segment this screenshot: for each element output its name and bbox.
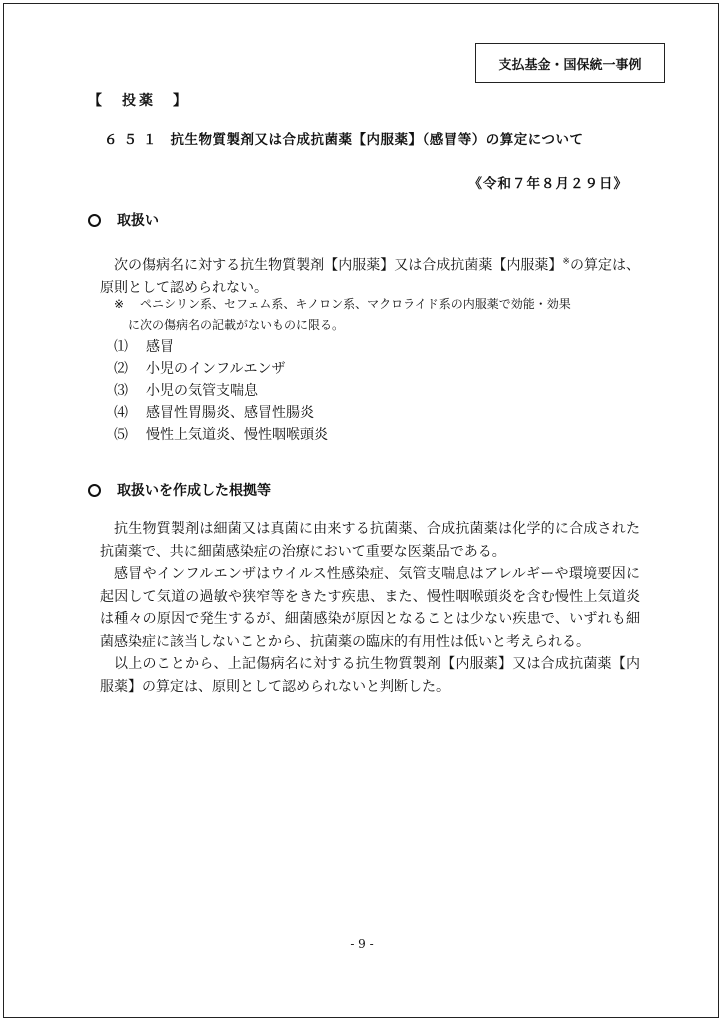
case-date: 《令和７年８月２９日》 (468, 176, 628, 192)
list-index: ⑸ (114, 427, 128, 443)
list-label: 小児の気管支喘息 (146, 383, 258, 399)
circle-bullet-icon (88, 484, 101, 497)
list-label: 感冒性胃腸炎、感冒性腸炎 (146, 405, 314, 421)
header-tag-box (475, 43, 665, 83)
rationale-body (100, 518, 640, 698)
section-heading-rationale (88, 480, 271, 500)
list-item (114, 358, 328, 380)
section-heading-handling (88, 210, 159, 230)
list-item (114, 402, 328, 424)
case-title-text: 抗生物質製剤又は合成抗菌薬【内服薬】（感冒等）の算定について (170, 132, 584, 148)
handling-body-prefix: 次の傷病名に対する抗生物質製剤【内服薬】又は合成抗菌薬【内服薬】 (114, 257, 563, 274)
case-title (104, 128, 583, 148)
page-border (3, 3, 719, 1018)
section-heading-text: 取扱い (117, 213, 159, 229)
list-index: ⑶ (114, 383, 128, 399)
list-index: ⑵ (114, 361, 128, 377)
note-mark: ※ (114, 297, 125, 311)
handling-body (100, 251, 640, 300)
section-heading-text: 取扱いを作成した根拠等 (117, 483, 271, 499)
note-line-2: に次の傷病名の記載がないものに限る。 (128, 318, 345, 332)
list-label: 小児のインフルエンザ (146, 361, 286, 377)
list-item (114, 336, 328, 358)
rationale-paragraph-2: 感冒やインフルエンザはウイルス性感染症、気管支喘息はアレルギーや環境要因に起因して気道の過敏や狭窄等をきたす疾患、また、慢性咽喉頭炎を含む慢性上気道炎は種々の原因で発生するが、細菌感染が原因となることは少ない疾患で、いずれも細菌感染症に該当しないことから、抗菌薬の臨床的有用性は低いと考えられる。 (100, 566, 640, 650)
list-index: ⑴ (114, 339, 128, 355)
list-index: ⑷ (114, 405, 128, 421)
list-label: 感冒 (146, 339, 174, 355)
note-mark-superscript: ※ (562, 257, 570, 267)
circle-bullet-icon (88, 214, 101, 227)
handling-note (114, 294, 639, 336)
list-item (114, 380, 328, 402)
category-label: 【 投薬 】 (88, 93, 190, 109)
handling-body-suffix: の算定は、原則として認められない。 (100, 257, 641, 297)
list-label: 慢性上気道炎、慢性咽喉頭炎 (146, 427, 328, 443)
page-number: - 9 - (350, 937, 374, 951)
list-item (114, 424, 328, 446)
disease-list (114, 336, 328, 446)
case-number: ６５１ (104, 132, 163, 148)
rationale-paragraph-3: 以上のことから、上記傷病名に対する抗生物質製剤【内服薬】又は合成抗菌薬【内服薬】の算定は、原則として認められないと判断した。 (100, 656, 640, 695)
note-line-1: ペニシリン系、セフェム系、キノロン系、マクロライド系の内服薬で効能・効果 (140, 297, 571, 311)
rationale-paragraph-1: 抗生物質製剤は細菌又は真菌に由来する抗菌薬、合成抗菌薬は化学的に合成された抗菌薬で、共に細菌感染症の治療において重要な医薬品である。 (100, 521, 640, 560)
header-tag: 支払基金・国保統一事例 (498, 57, 642, 73)
